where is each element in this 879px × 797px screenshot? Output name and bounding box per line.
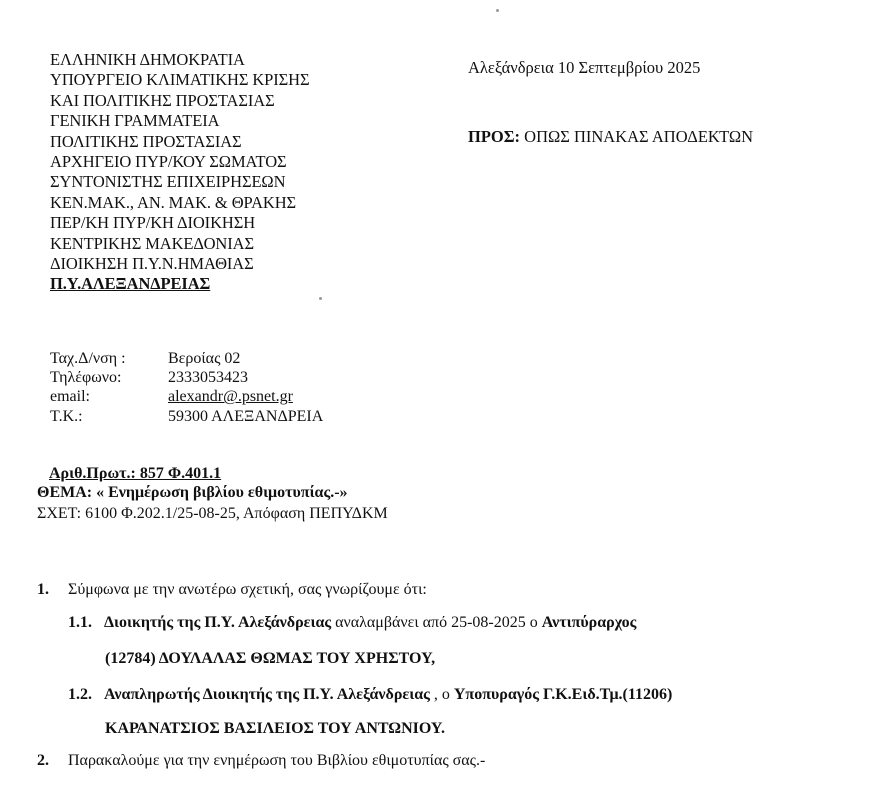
paragraph-number: 1.1.	[68, 614, 92, 631]
contact-address-row	[50, 349, 323, 368]
paragraph-text: , ο	[429, 686, 454, 703]
contact-label: Ταχ.Δ/νση :	[50, 350, 126, 367]
role-text: Αναπληρωτής Διοικητής της Π.Υ. Αλεξάνδρειας	[104, 686, 430, 703]
contact-value: Βεροίας 02	[168, 350, 241, 367]
paragraph-number: 1.2.	[68, 686, 92, 703]
header-line: ΚΕΝΤΡΙΚΗΣ ΜΑΚΕΔΟΝΙΑΣ	[50, 233, 254, 253]
contact-email-row	[50, 387, 323, 406]
header-line: ΣΥΝΤΟΝΙΣΤΗΣ ΕΠΙΧΕΙΡΗΣΕΩΝ	[50, 172, 286, 192]
recipients-value: ΟΠΩΣ ΠΙΝΑΚΑΣ ΑΠΟΔΕΚΤΩΝ	[524, 127, 754, 146]
officer-name: (12784) ΔΟΥΛΑΛΑΣ ΘΩΜΑΣ ΤΟΥ ΧΡΗΣΤΟΥ,	[105, 650, 436, 667]
header-line: ΚΑΙ ΠΟΛΙΤΙΚΗΣ ΠΡΟΣΤΑΣΙΑΣ	[50, 90, 275, 110]
scan-speck	[496, 9, 499, 12]
email-link[interactable]: alexandr@.psnet.gr	[168, 388, 293, 406]
contact-phone-row	[50, 368, 323, 387]
header-line: ΓΕΝΙΚΗ ΓΡΑΜΜΑΤΕΙΑ	[50, 111, 220, 131]
paragraph-1-1	[68, 614, 636, 632]
officer-name: ΚΑΡΑΝΑΤΣΙΟΣ ΒΑΣΙΛΕΙΟΣ ΤΟΥ ΑΝΤΩΝΙΟΥ.	[105, 720, 445, 737]
recipients-line	[468, 127, 753, 147]
reference-line: ΣΧΕΤ: 6100 Φ.202.1/25-08-25, Απόφαση ΠΕΠΥΔΚΜ	[37, 505, 388, 522]
header-line: ΠΟΛΙΤΙΚΗΣ ΠΡΟΣΤΑΣΙΑΣ	[50, 131, 242, 151]
paragraph-number: 2.	[37, 752, 49, 769]
paragraph-1-2-cont	[105, 720, 445, 738]
header-line: ΥΠΟΥΡΓΕΙΟ ΚΛΙΜΑΤΙΚΗΣ ΚΡΙΣΗΣ	[50, 70, 310, 90]
paragraph-text: Παρακαλούμε για την ενημέρωση του Βιβλίου εθιμοτυπίας σας.-	[68, 752, 486, 769]
paragraph-text: αναλαμβάνει από 25-08-2025 ο	[331, 614, 542, 631]
contact-zip-row	[50, 407, 323, 426]
paragraph-1-2	[68, 686, 672, 704]
rank-text: Υποπυραγός Γ.Κ.Ειδ.Τμ.(11206)	[453, 686, 673, 703]
paragraph-1-1-cont	[105, 650, 435, 668]
header-line: ΚΕΝ.ΜΑΚ., ΑΝ. ΜΑΚ. & ΘΡΑΚΗΣ	[50, 192, 297, 212]
contact-value: 2333053423	[168, 369, 248, 387]
contact-block	[50, 349, 323, 426]
header-line: ΠΕΡ/ΚΗ ΠΥΡ/ΚΗ ΔΙΟΙΚΗΣΗ	[50, 213, 256, 233]
header-line: ΕΛΛΗΝΙΚΗ ΔΗΜΟΚΡΑΤΙΑ	[50, 50, 245, 69]
contact-label: Τηλέφωνο:	[50, 369, 122, 387]
recipients-label: ΠΡΟΣ:	[468, 127, 521, 146]
header-line: ΑΡΧΗΓΕΙΟ ΠΥΡ/ΚΟΥ ΣΩΜΑΤΟΣ	[50, 152, 287, 172]
contact-label: Τ.Κ.:	[50, 407, 83, 425]
paragraph-2	[37, 752, 485, 770]
sender-header	[50, 50, 309, 295]
rank-text: Αντιπύραρχος	[541, 614, 637, 631]
paragraph-number: 1.	[37, 581, 49, 598]
header-unit: Π.Υ.ΑΛΕΞΑΝΔΡΕΙΑΣ	[50, 274, 211, 294]
date-line: Αλεξάνδρεια 10 Σεπτεμβρίου 2025	[468, 58, 701, 77]
protocol-number: Αριθ.Πρωτ.: 857 Φ.401.1	[49, 465, 222, 482]
paragraph-text: Σύμφωνα με την ανωτέρω σχετική, σας γνωρίζουμε ότι:	[68, 581, 427, 598]
role-text: Διοικητής της Π.Υ. Αλεξάνδρειας	[104, 614, 332, 631]
header-line: ΔΙΟΙΚΗΣΗ Π.Υ.Ν.ΗΜΑΘΙΑΣ	[50, 254, 254, 274]
paragraph-1	[37, 581, 427, 599]
subject-line: ΘΕΜΑ: « Ενημέρωση βιβλίου εθιμοτυπίας.-»	[37, 484, 348, 501]
scan-speck	[319, 297, 322, 300]
contact-label: email:	[50, 388, 90, 406]
contact-value: 59300 ΑΛΕΞΑΝΔΡΕΙΑ	[168, 407, 324, 425]
